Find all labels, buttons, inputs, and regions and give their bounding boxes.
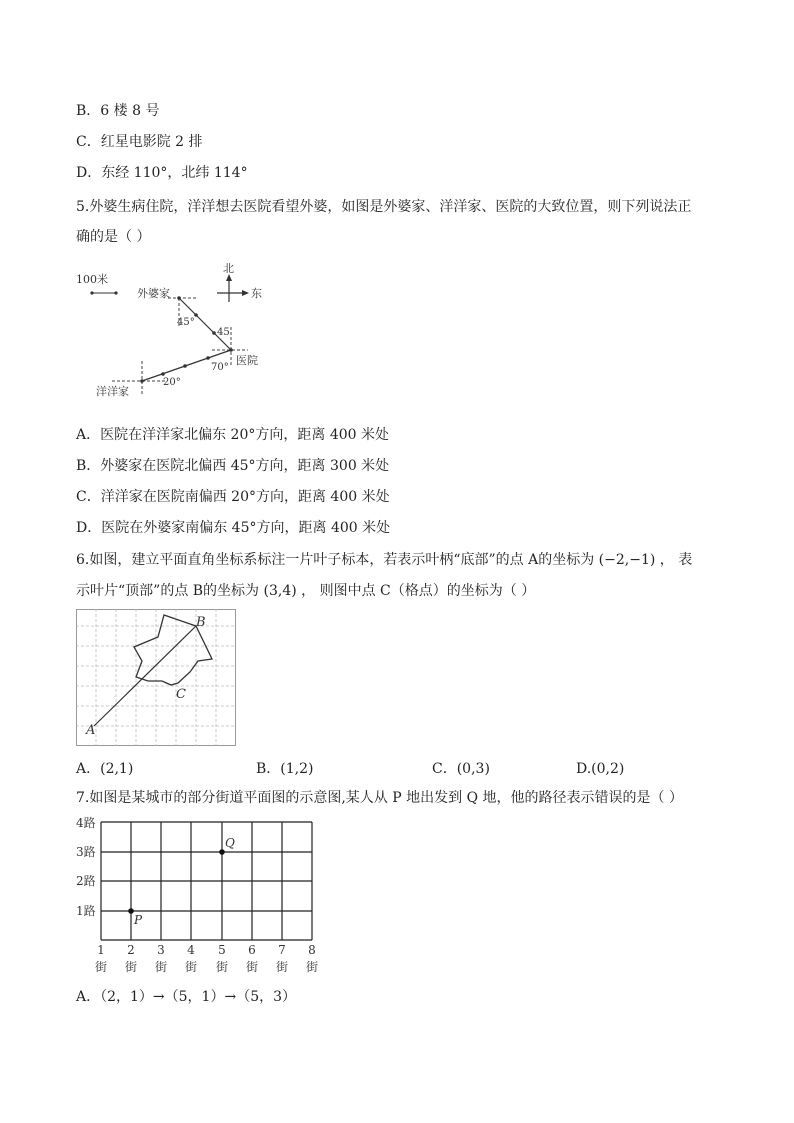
grandma-point <box>177 296 181 300</box>
q7-stem: 7.如图是某城市的部分街道平面图的示意图,某人从 P 地出发到 Q 地，他的路径表示错误的是（ ） <box>76 790 683 806</box>
angle-45-grandma: 45° <box>177 317 195 328</box>
q6-leaf-figure <box>76 609 238 749</box>
scale-dot-left <box>90 291 93 294</box>
q7-street-map <box>70 815 332 980</box>
option-b-prev: B．6 楼 8 号 <box>76 103 160 119</box>
street-char-4: 街 <box>184 960 198 974</box>
option-c-prev: C．红星电影院 2 排 <box>76 134 203 150</box>
north-arrow-icon <box>226 274 232 281</box>
path-dot-4 <box>183 364 187 368</box>
north-label: 北 <box>223 262 234 275</box>
street-char-7: 街 <box>275 960 289 974</box>
hospital-label: 医院 <box>236 354 258 367</box>
point-p <box>128 908 134 914</box>
angle-70-hospital: 70° <box>211 362 229 373</box>
leaf-stem <box>94 626 196 726</box>
q7-option-a: A．（2，1）→（5，1）→（5，3） <box>76 989 297 1005</box>
road-label-1: 1路 <box>76 904 96 918</box>
street-number-8: 8 <box>308 943 316 957</box>
road-label-4: 4路 <box>76 816 96 830</box>
q5-option-d: D．医院在外婆家南偏东 45°方向，距离 400 米处 <box>76 520 391 536</box>
q6-stem-line2: 示叶片“顶部”的点 B的坐标为 (3,4) ， 则图中点 C（格点）的坐标为（ ） <box>76 583 536 599</box>
street-number-2: 2 <box>127 943 135 957</box>
q6-option-b: B．(1,2) <box>256 761 314 777</box>
q6-option-a: A．(2,1) <box>76 761 134 777</box>
street-labels <box>95 943 318 974</box>
q5-option-a: A．医院在洋洋家北偏东 20°方向，距离 400 米处 <box>76 427 389 443</box>
street-number-6: 6 <box>248 943 256 957</box>
scale-dot-right <box>114 291 117 294</box>
street-number-7: 7 <box>278 943 286 957</box>
street-char-6: 街 <box>245 960 259 974</box>
q5-stem-line1: 5.外婆生病住院，洋洋想去医院看望外婆，如图是外婆家、洋洋家、医院的大致位置，则下列说法正 <box>76 199 692 215</box>
street-number-4: 4 <box>187 943 195 957</box>
q5-stem-line2: 确的是（ ） <box>76 229 151 245</box>
q6-stem-line1: 6.如图，建立平面直角坐标系标注一片叶子标本，若表示叶柄“底部”的点 A的坐标为 (−2,−1) ， 表 <box>76 552 693 568</box>
scale-label: 100米 <box>76 273 108 286</box>
angle-45-hospital: 45 <box>217 327 230 338</box>
street-number-1: 1 <box>97 943 105 957</box>
street-char-5: 街 <box>215 960 229 974</box>
grid-lines <box>76 609 236 746</box>
street-char-8: 街 <box>305 960 319 974</box>
path-dot-3 <box>161 372 165 376</box>
point-a-label: A <box>86 723 96 738</box>
street-char-3: 街 <box>154 960 168 974</box>
point-p-label: P <box>134 913 143 927</box>
street-char-1: 街 <box>94 960 108 974</box>
east-arrow-icon <box>242 290 249 296</box>
street-number-3: 3 <box>157 943 165 957</box>
street-char-2: 街 <box>124 960 138 974</box>
yang-point <box>140 379 144 383</box>
point-c-label: C <box>176 687 186 702</box>
path-dot-2 <box>212 331 216 335</box>
street-number-5: 5 <box>218 943 226 957</box>
point-q-label: Q <box>225 836 235 850</box>
path-dot-5 <box>206 356 210 360</box>
street-grid <box>101 822 312 940</box>
q5-option-c: C．洋洋家在医院南偏西 20°方向，距离 400 米处 <box>76 489 390 505</box>
q6-option-d: D.(0,2) <box>576 761 625 777</box>
yang-home-label: 洋洋家 <box>96 385 129 398</box>
angle-20-yang: 20° <box>163 377 181 388</box>
road-label-2: 2路 <box>76 874 96 888</box>
q5-option-b: B．外婆家在医院北偏西 45°方向，距离 300 米处 <box>76 458 390 474</box>
path-dot-1 <box>194 313 198 317</box>
option-d-prev: D．东经 110°，北纬 114° <box>76 165 248 181</box>
hospital-point <box>229 348 233 352</box>
point-b-label: B <box>196 615 206 630</box>
road-label-3: 3路 <box>76 845 96 859</box>
q5-direction-figure <box>70 255 280 405</box>
east-label: 东 <box>251 287 262 300</box>
grandma-home-label: 外婆家 <box>137 287 170 300</box>
q6-option-c: C．(0,3) <box>432 761 490 777</box>
point-q <box>219 849 225 855</box>
